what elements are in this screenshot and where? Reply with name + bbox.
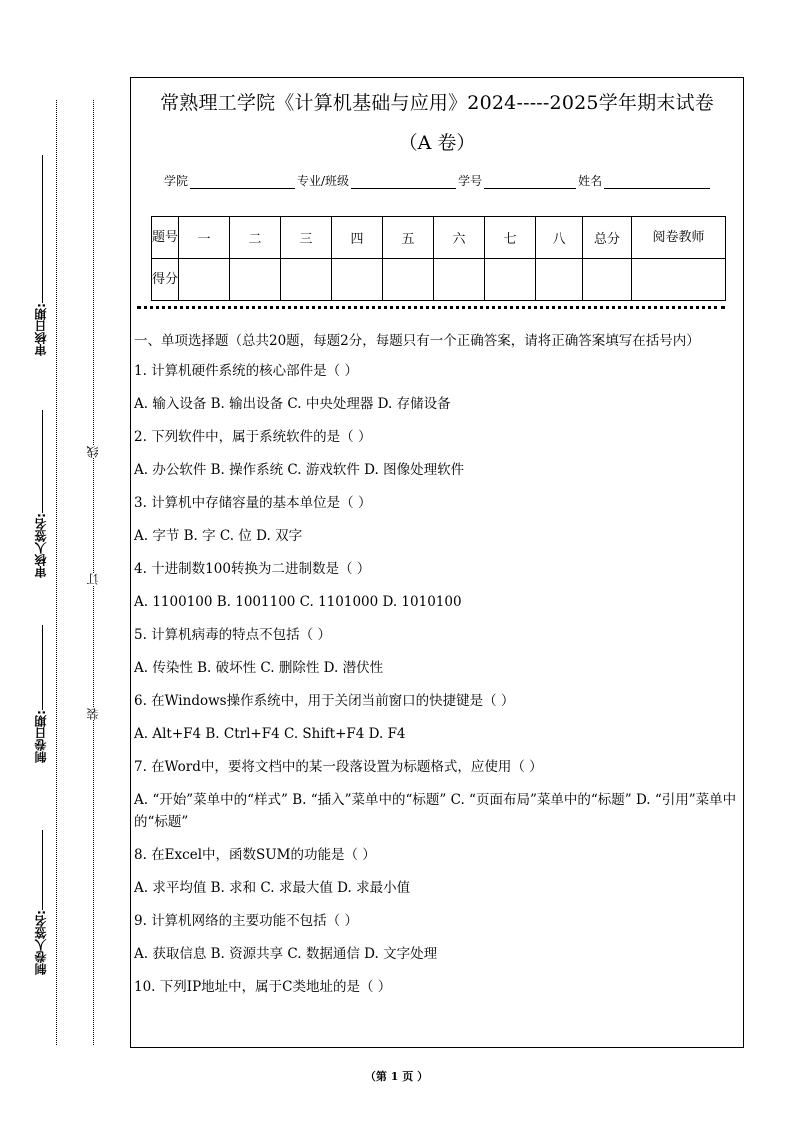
exam-subtitle: （A 卷） bbox=[398, 132, 476, 154]
reviewer-signature-blank bbox=[42, 410, 43, 513]
question-8-options: A. 求平均值 B. 求和 C. 求最大值 D. 求最小值 bbox=[134, 880, 411, 896]
question-4: 4. 十进制数100转换为二进制数是（ ） bbox=[134, 561, 371, 577]
question-7-options: A. “开始”菜单中的“样式” B. “插入”菜单中的“标题” C. “页面布局”菜单中的“标题” D. “引用”菜单中的“标题” bbox=[134, 792, 737, 830]
reviewer-signature-label: 审核人签名: bbox=[34, 513, 48, 578]
question-1-options: A. 输入设备 B. 输出设备 C. 中央处理器 D. 存储设备 bbox=[134, 396, 451, 412]
question-2: 2. 下列软件中，属于系统软件的是（ ） bbox=[134, 429, 372, 445]
score-row-label: 得分 bbox=[152, 259, 179, 301]
score-col-1: 一 bbox=[179, 217, 230, 259]
binding-bind-char: 装 bbox=[86, 708, 100, 720]
question-5: 5. 计算机病毒的特点不包括（ ） bbox=[134, 627, 331, 643]
score-cell[interactable] bbox=[179, 259, 230, 301]
question-4-options: A. 1100100 B. 1001100 C. 1101000 D. 1010100 bbox=[134, 594, 462, 610]
score-col-4: 四 bbox=[332, 217, 383, 259]
score-col-2: 二 bbox=[230, 217, 281, 259]
score-cell[interactable] bbox=[583, 259, 632, 301]
question-7: 7. 在Word中，要将文档中的某一段落设置为标题格式，应使用（ ） bbox=[134, 759, 543, 775]
question-3-options: A. 字节 B. 字 C. 位 D. 双字 bbox=[134, 528, 303, 544]
score-cell[interactable] bbox=[230, 259, 281, 301]
college-field[interactable] bbox=[190, 174, 295, 189]
score-col-3: 三 bbox=[281, 217, 332, 259]
question-6-options: A. Alt+F4 B. Ctrl+F4 C. Shift+F4 D. F4 bbox=[134, 726, 406, 742]
score-cell[interactable] bbox=[383, 259, 434, 301]
binding-line-char: 线 bbox=[86, 446, 100, 458]
maker-signature-blank bbox=[42, 830, 43, 910]
college-label: 学院 bbox=[164, 174, 189, 188]
score-cell[interactable] bbox=[536, 259, 583, 301]
question-3: 3. 计算机中存储容量的基本单位是（ ） bbox=[134, 495, 372, 511]
student-info-row bbox=[164, 173, 712, 189]
score-cell[interactable] bbox=[434, 259, 485, 301]
question-2-options: A. 办公软件 B. 操作系统 C. 游戏软件 D. 图像处理软件 bbox=[134, 462, 465, 478]
section-title: 一、单项选择题（总共20题，每题2分，每题只有一个正确答案，请将正确答案填写在括号内） bbox=[134, 333, 700, 349]
score-col-6: 六 bbox=[434, 217, 485, 259]
question-8: 8. 在Excel中，函数SUM的功能是（ ） bbox=[134, 847, 376, 863]
score-col-total: 总分 bbox=[583, 217, 632, 259]
exam-title: 常熟理工学院《计算机基础与应用》2024-----2025学年期末试卷 bbox=[160, 92, 714, 114]
student-id-field[interactable] bbox=[484, 174, 576, 189]
section-separator bbox=[137, 306, 725, 309]
score-cell[interactable] bbox=[632, 259, 726, 301]
score-col-grader: 阅卷教师 bbox=[632, 217, 726, 259]
question-9-options: A. 获取信息 B. 资源共享 C. 数据通信 D. 文字处理 bbox=[134, 946, 438, 962]
major-field[interactable] bbox=[351, 174, 456, 189]
question-9: 9. 计算机网络的主要功能不包括（ ） bbox=[134, 913, 358, 929]
question-1: 1. 计算机硬件系统的核心部件是（ ） bbox=[134, 363, 358, 379]
left-dotted-line bbox=[56, 100, 57, 1045]
question-6: 6. 在Windows操作系统中，用于关闭当前窗口的快捷键是（ ） bbox=[134, 693, 515, 709]
score-table bbox=[151, 216, 726, 301]
make-date-blank bbox=[42, 625, 43, 710]
page-number: （第 1 页 ） bbox=[364, 1070, 429, 1083]
score-cell[interactable] bbox=[485, 259, 536, 301]
question-5-options: A. 传染性 B. 破坏性 C. 删除性 D. 潜伏性 bbox=[134, 660, 384, 676]
score-col-7: 七 bbox=[485, 217, 536, 259]
make-date-label: 制卷日期: bbox=[34, 710, 48, 763]
major-label: 专业/班级 bbox=[297, 174, 350, 188]
questions-content bbox=[134, 330, 740, 1009]
score-table-header-label: 题号 bbox=[152, 217, 179, 259]
score-cell[interactable] bbox=[281, 259, 332, 301]
score-cell[interactable] bbox=[332, 259, 383, 301]
maker-signature-label: 制卷人签名: bbox=[34, 910, 48, 975]
question-10: 10. 下列IP地址中，属于C类地址的是（ ） bbox=[134, 979, 392, 995]
student-id-label: 学号 bbox=[458, 174, 483, 188]
name-field[interactable] bbox=[604, 174, 710, 189]
score-col-5: 五 bbox=[383, 217, 434, 259]
score-col-8: 八 bbox=[536, 217, 583, 259]
name-label: 姓名 bbox=[578, 174, 603, 188]
review-date-label: 审核日期: bbox=[34, 303, 48, 356]
review-date-blank bbox=[42, 155, 43, 303]
binding-order-char: 订 bbox=[86, 573, 100, 585]
